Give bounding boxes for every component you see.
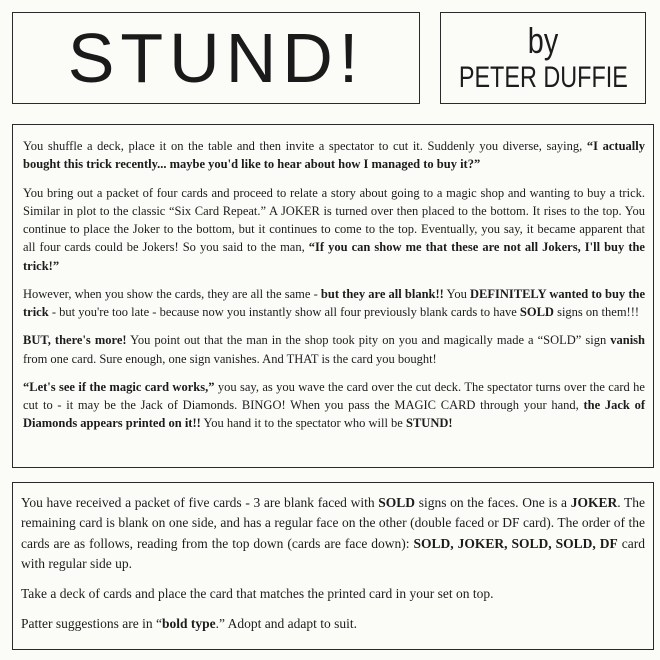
bold-text: SOLD bbox=[378, 495, 416, 510]
text: . The remaining card is blank on one side, and has a regular face on the other (double faced or DF card). The order of the cards are as follows, reading from the top down (cards are face down): bbox=[21, 495, 645, 551]
story-paragraph-3 bbox=[23, 285, 645, 322]
text: signs on the faces. One is a bbox=[415, 495, 571, 510]
title: STUND! bbox=[67, 19, 365, 97]
text: You shuffle a deck, place it on the table and then invite a spectator to cut it. Suddenly you diverse, saying, bbox=[23, 139, 587, 153]
bold-text: DEFINITELY wanted to buy the trick bbox=[23, 286, 646, 319]
bold-text: but they are all blank!! bbox=[320, 286, 444, 301]
text: You bbox=[443, 286, 470, 301]
text: You have received a packet of five cards - 3 are blank faced with bbox=[21, 495, 379, 510]
text: .” Adopt and adapt to suit. bbox=[215, 616, 357, 632]
bold-text: STUND! bbox=[406, 416, 453, 431]
story-box bbox=[12, 124, 654, 468]
instructions-paragraph-3 bbox=[21, 614, 645, 634]
bold-text: JOKER bbox=[570, 495, 618, 510]
bold-text: “Let's see if the magic card works,” bbox=[23, 379, 215, 394]
text: from one card. Sure enough, one sign vanishes. And THAT is the card you bought! bbox=[23, 351, 437, 366]
bold-text: SOLD bbox=[519, 305, 554, 319]
story-paragraph-5 bbox=[23, 378, 645, 433]
title-box bbox=[12, 12, 420, 104]
text: You point out that the man in the shop took pity on you and magically made a “SOLD” sign bbox=[126, 333, 611, 348]
text: You bring out a packet of four cards and proceed to relate a story about going to a magic shop and wanting to buy a trick. Similar in plot to the classic “Six Card Repeat.” A JOKER is turned over then placed to the bottom. It rises to the top. You continue to place the Joker to the bottom, but it continues to come to the top. Eventually, you say, it became apparent that all four cards could be Jokers! So you said to the man, bbox=[23, 185, 645, 255]
instructions-paragraph-1 bbox=[21, 493, 645, 574]
text: However, when you show the cards, they are all the same - bbox=[23, 286, 321, 301]
instructions-paragraph-2: Take a deck of cards and place the card that matches the printed card in your set on top. bbox=[21, 586, 494, 601]
author-box bbox=[440, 12, 646, 104]
story-paragraph-2 bbox=[23, 184, 645, 275]
bold-text: the Jack of Diamonds appears printed on it!! bbox=[23, 398, 646, 431]
by-label: by bbox=[527, 20, 559, 61]
instructions-box bbox=[12, 482, 654, 650]
text: signs on them!!! bbox=[553, 305, 640, 319]
bold-text: SOLD, JOKER, SOLD, SOLD, DF bbox=[413, 535, 618, 551]
text: Patter suggestions are in “ bbox=[21, 616, 162, 632]
bold-text: BUT, there's more! bbox=[23, 333, 127, 348]
text: card with regular side up. bbox=[21, 535, 645, 571]
text: - but you're too late - because now you instantly show all four previously blank cards to have bbox=[48, 305, 520, 319]
text: you say, as you wave the card over the cut deck. The spectator turns over the card he cut to - it may be the Jack of Diamonds. BINGO! When you pass the MAGIC CARD through your hand, bbox=[23, 379, 645, 412]
bold-text: vanish bbox=[610, 333, 645, 348]
bold-text: “If you can show me that these are not all Jokers, I'll buy the trick!” bbox=[23, 240, 645, 273]
story-paragraph-4 bbox=[23, 331, 645, 368]
author-name: PETER DUFFIE bbox=[458, 61, 628, 94]
story-paragraph-1 bbox=[23, 137, 645, 174]
text: You hand it to the spectator who will be bbox=[200, 416, 406, 431]
bold-text: bold type bbox=[161, 616, 216, 632]
bold-text: “I actually bought this trick recently... maybe you'd like to hear about how I managed to buy it?” bbox=[23, 139, 645, 172]
